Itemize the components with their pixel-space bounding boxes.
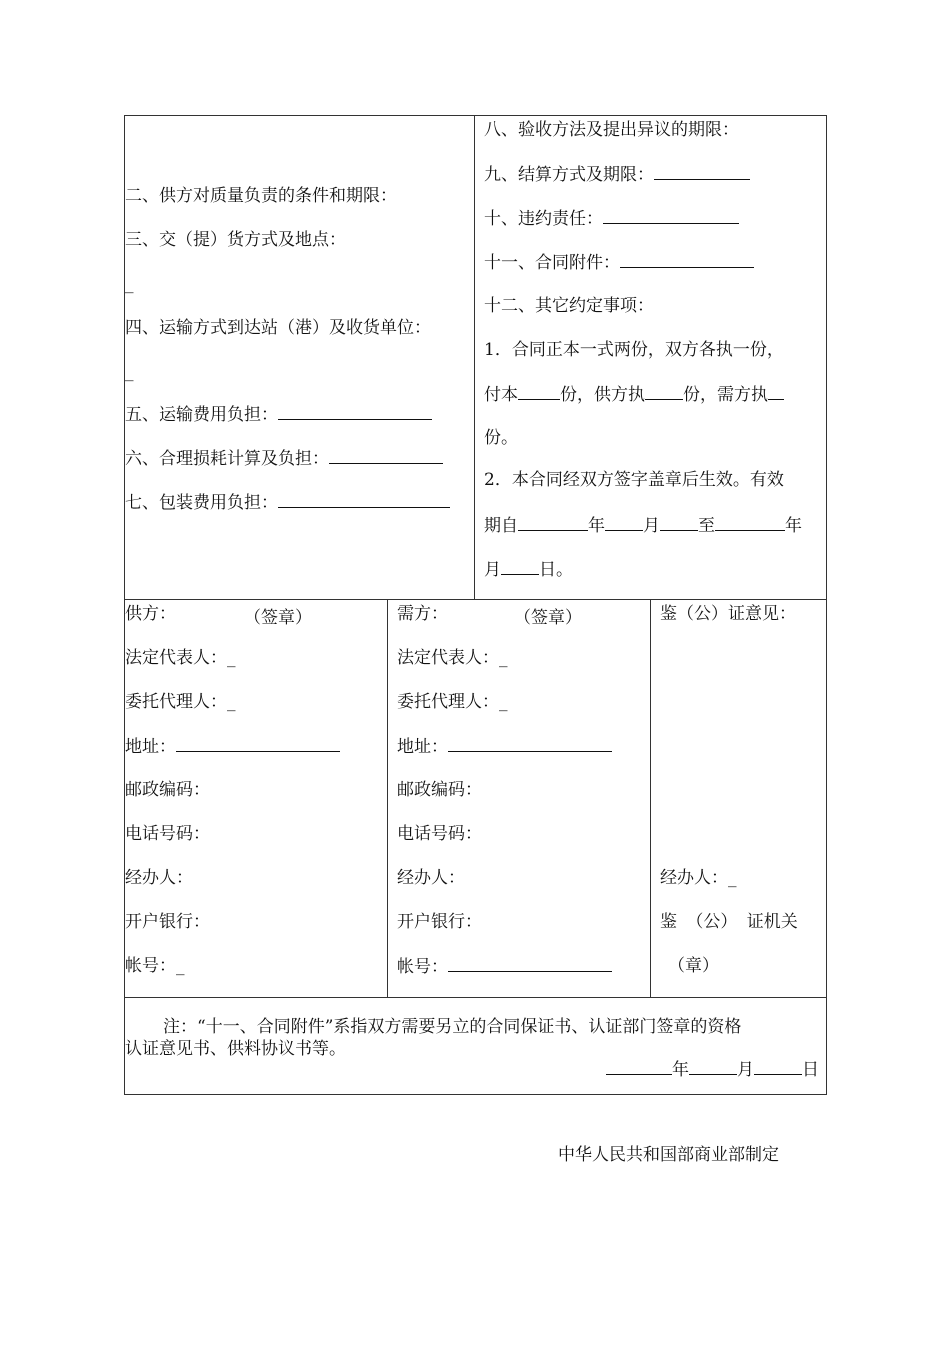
- notary-handler: 经办人：_: [660, 868, 737, 888]
- term-loss: 六、合理损耗计算及负担：: [125, 447, 443, 470]
- buyer-account-field[interactable]: [448, 955, 612, 972]
- term-quality: 二、供方对质量负责的条件和期限：: [125, 186, 397, 206]
- valid-to-year-field[interactable]: [715, 514, 785, 531]
- term-settlement: 九、结算方式及期限：: [484, 163, 750, 186]
- term-valid-line3: 月 日。: [484, 560, 573, 580]
- note-line2: 认证意见书、供料协议书等。: [125, 1039, 346, 1059]
- supplier-handler: 经办人：: [125, 868, 193, 888]
- party-divider-1: [387, 599, 388, 997]
- buyer-title: 需方：: [397, 604, 448, 624]
- valid-from-day-field[interactable]: [660, 514, 698, 531]
- buyer-bank: 开户银行：: [397, 912, 482, 932]
- settlement-field[interactable]: [654, 163, 750, 180]
- buyer-account: 帐号：: [397, 955, 612, 978]
- notary-authority: 鉴 （公） 证机关: [660, 912, 798, 932]
- note-line1: 注：“十一、合同附件”系指双方需要另立的合同保证书、认证部门签章的资格: [163, 1017, 742, 1037]
- term-attachments: 十一、合同附件：: [484, 251, 754, 274]
- buyer-address-field[interactable]: [448, 735, 612, 752]
- term-valid-line1: 2．本合同经双方签字盖章后生效。有效: [484, 470, 784, 490]
- supplier-title: 供方：: [125, 604, 176, 624]
- term-copies-line2: 付本 份，供方执 份，需方执: [484, 383, 784, 406]
- supplier-agent: 委托代理人：_: [125, 692, 236, 712]
- term-transport-cost: 五、运输费用负担：: [125, 403, 432, 426]
- liability-field[interactable]: [603, 207, 739, 224]
- buyer-phone: 电话号码：: [397, 824, 482, 844]
- issuer-footer: 中华人民共和国部商业部制定: [558, 1145, 779, 1165]
- buyer-handler: 经办人：: [397, 868, 465, 888]
- upper-lower-divider: [124, 599, 827, 600]
- buyer-seal: （签章）: [514, 608, 582, 628]
- note-day-field[interactable]: [754, 1058, 802, 1075]
- note-year-field[interactable]: [606, 1058, 672, 1075]
- copies-buyer-field[interactable]: [768, 383, 784, 400]
- upper-column-divider: [474, 115, 475, 599]
- term-delivery-blank: _: [125, 274, 134, 294]
- valid-from-month-field[interactable]: [605, 514, 643, 531]
- buyer-address: 地址：: [397, 735, 612, 758]
- supplier-address: 地址：: [125, 735, 340, 758]
- valid-to-month-field[interactable]: [501, 558, 539, 575]
- note-date: 年 月 日: [606, 1058, 819, 1081]
- term-copies-line3: 份。: [484, 428, 518, 448]
- note-month-field[interactable]: [689, 1058, 737, 1075]
- supplier-address-field[interactable]: [176, 735, 340, 752]
- valid-from-year-field[interactable]: [518, 514, 588, 531]
- loss-field[interactable]: [329, 447, 443, 464]
- term-transport-blank: _: [125, 362, 134, 382]
- notary-seal: （章）: [668, 956, 719, 976]
- buyer-postcode: 邮政编码：: [397, 780, 482, 800]
- copies-total-field[interactable]: [518, 383, 560, 400]
- note-divider: [124, 997, 827, 998]
- term-delivery: 三、交（提）货方式及地点：: [125, 230, 346, 250]
- supplier-postcode: 邮政编码：: [125, 780, 210, 800]
- supplier-account: 帐号：_: [125, 956, 185, 976]
- party-divider-2: [650, 599, 651, 997]
- term-other: 十二、其它约定事项：: [484, 296, 654, 316]
- supplier-seal: （签章）: [244, 608, 312, 628]
- transport-cost-field[interactable]: [278, 403, 432, 420]
- supplier-phone: 电话号码：: [125, 824, 210, 844]
- term-packaging: 七、包装费用负担：: [125, 491, 450, 514]
- buyer-legal-rep: 法定代表人：_: [397, 648, 508, 668]
- term-copies-line1: 1．合同正本一式两份，双方各执一份，: [484, 340, 784, 360]
- term-acceptance: 八、验收方法及提出异议的期限：: [484, 120, 739, 140]
- packaging-field[interactable]: [278, 491, 450, 508]
- term-valid-line2: 期自 年 月 至 年: [484, 516, 802, 536]
- term-liability: 十、违约责任：: [484, 207, 739, 230]
- copies-supplier-field[interactable]: [645, 383, 683, 400]
- supplier-legal-rep: 法定代表人：_: [125, 648, 236, 668]
- buyer-agent: 委托代理人：_: [397, 692, 508, 712]
- attachments-field[interactable]: [620, 251, 754, 268]
- supplier-bank: 开户银行：: [125, 912, 210, 932]
- notary-title: 鉴（公）证意见：: [660, 604, 796, 624]
- term-transport: 四、运输方式到达站（港）及收货单位：: [125, 318, 431, 338]
